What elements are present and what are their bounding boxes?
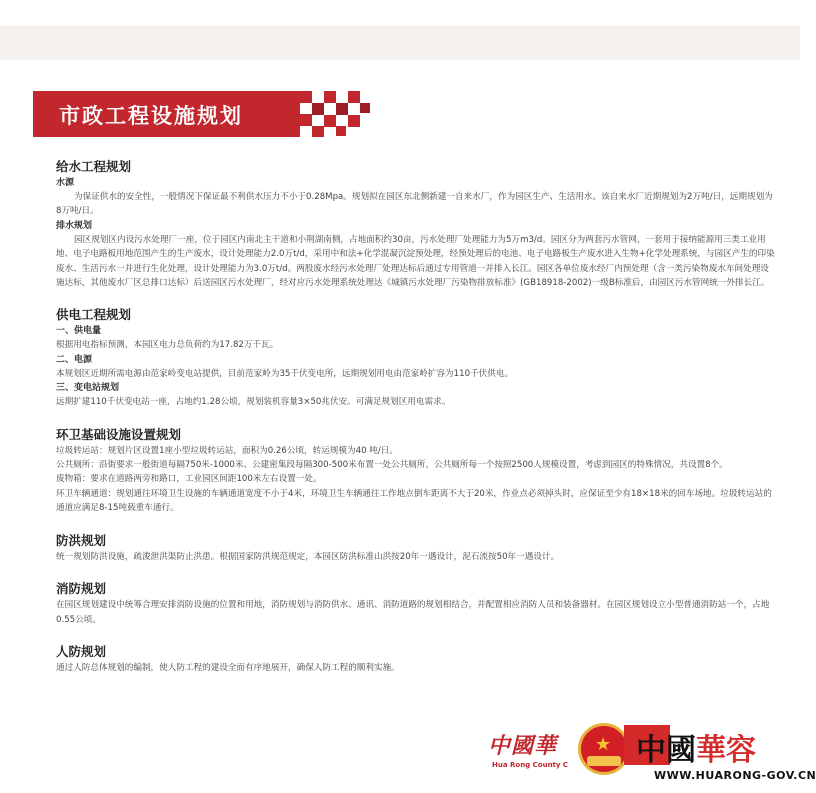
title-bar [33, 91, 300, 137]
section-heading: 人防规划 [56, 643, 107, 659]
paragraph: 公共厕所：沿街要求一般街道每隔750米-1000米、公建密集段每隔300-500米布置一处公共厕所，公共厕所每一个按照2500人规模设置，考虑到园区的特殊情况，共设置8个。 [56, 460, 728, 471]
paragraph: 垃圾转运站：规划片区设置1座小型垃圾转运站，面积为0.26公顷，转运规模为40 吨/日。 [56, 445, 398, 456]
subheading: 排水规划 [56, 220, 93, 231]
subheading: 二、电源 [56, 354, 93, 365]
logo-url[interactable]: WWW.HUARONG-GOV.CN [654, 769, 816, 782]
section-fire-protection [56, 580, 776, 627]
logo-left-text: 中國華 [488, 733, 558, 759]
section-sanitation [56, 426, 776, 516]
paragraph: 远期扩建110千伏变电站一座，占地约1.28公顷，规划装机容量3×50兆伏安。可满足规划区用电需求。 [56, 397, 451, 408]
section-heading: 消防规划 [56, 581, 107, 597]
paragraph: 本规划区近期所需电源由范家岭变电站提供，目前范家岭为35千伏变电所，远期规划用电由范家岭扩容为110千伏供电。 [56, 368, 514, 379]
subheading: 三、变电站规划 [56, 383, 120, 394]
logo-right-text [636, 725, 756, 769]
site-logo[interactable] [488, 723, 816, 793]
paragraph: 在园区规划建设中统筹合理安排消防设施的位置和用地，消防规划与消防供水、通讯、消防道路的规划相结合，并配置相应消防人员和装备器材。在园区规划设立小型普通消防站一个，占地0.55公顷。 [56, 600, 770, 625]
paragraph: 废物箱：要求在道路两旁和路口，工业园区间距100米左右设置一处。 [56, 474, 322, 485]
logo-english-text: Hua Rong County C [492, 761, 569, 769]
paragraph: 为保证供水的安全性，一般情况下保证最不利供水压力不小于0.28Mpa。规划拟在园区东北侧新建一自来水厂，作为园区生产、生活用水。该自来水厂近期规划为2万吨/日，远期规划为8万吨/日。 [56, 192, 773, 217]
section-heading: 防洪规划 [56, 532, 107, 548]
section-civil-defense [56, 643, 776, 675]
section-power-supply [56, 306, 776, 409]
logo-right-red: 華容 [696, 733, 756, 768]
national-emblem-icon: ★ [578, 723, 630, 775]
section-heading: 给水工程规划 [56, 159, 132, 174]
paragraph: 环卫车辆通道：规划通往环境卫生设施的车辆通道宽度不小于4米，环境卫生车辆通往工作地点倒车距离不大于20米，作业点必须掉头时，应保证至少有18×18米的回车场地。垃圾转运站的通道应满足8-15吨载重车通行。 [56, 488, 772, 514]
content [56, 158, 776, 683]
section-heading: 供电工程规划 [56, 307, 132, 323]
section-water-supply [56, 158, 776, 290]
logo-right-black: 中國 [636, 733, 696, 768]
subheading: 水源 [56, 178, 75, 188]
paragraph: 通过人防总体规划的编制，使人防工程的建设全面有序地展开，确保人防工程的顺利实施。 [56, 662, 400, 673]
top-band [0, 26, 800, 60]
page-title: 市政工程设施规划 [59, 104, 243, 128]
paragraph: 统一规划防洪设施，疏浚泄洪渠防止洪患。根据国家防洪规范规定，本园区防洪标准山洪按20年一遇设计，泥石流按50年一遇设计。 [56, 551, 560, 562]
section-flood-control [56, 532, 776, 564]
paragraph: 园区规划区内设污水处理厂一座，位于园区内南北主干道和小荆湖南侧，占地面积约30亩，污水处理厂处理能力为5万m3/d。园区分为两套污水管网，一套用于接纳能源用三类工业用地、电子电路板用地范围产生的生产废水，设计处理能力2.0万t/d，采用中和法+化学混凝沉淀预处理，经预处理后的电池、电子电路板生产废水进入生物+化学处理系统，与园区产生的印染废水、生活污水一并进行生化处理，设计处理能力为3.0万t/d。两股废水经污水处理厂处理达标后通过专用管道一并排入长江。园区各单位废水经厂内预处理（含一类污染物废水车间处理设施达标，其他废水厂区总排口达标）后送园区污水处理厂，经对应污水处理系统处理达《城镇污水处理厂污染物排放标准》(GB18918-2002)一级B标准后，由园区污水管网统一外排长江。 [56, 234, 775, 289]
paragraph: 根据用电指标预测，本园区电力总负荷约为17.82万千瓦。 [56, 340, 279, 351]
subheading: 一、供电量 [56, 326, 102, 337]
section-heading: 环卫基础设施设置规划 [56, 426, 182, 442]
